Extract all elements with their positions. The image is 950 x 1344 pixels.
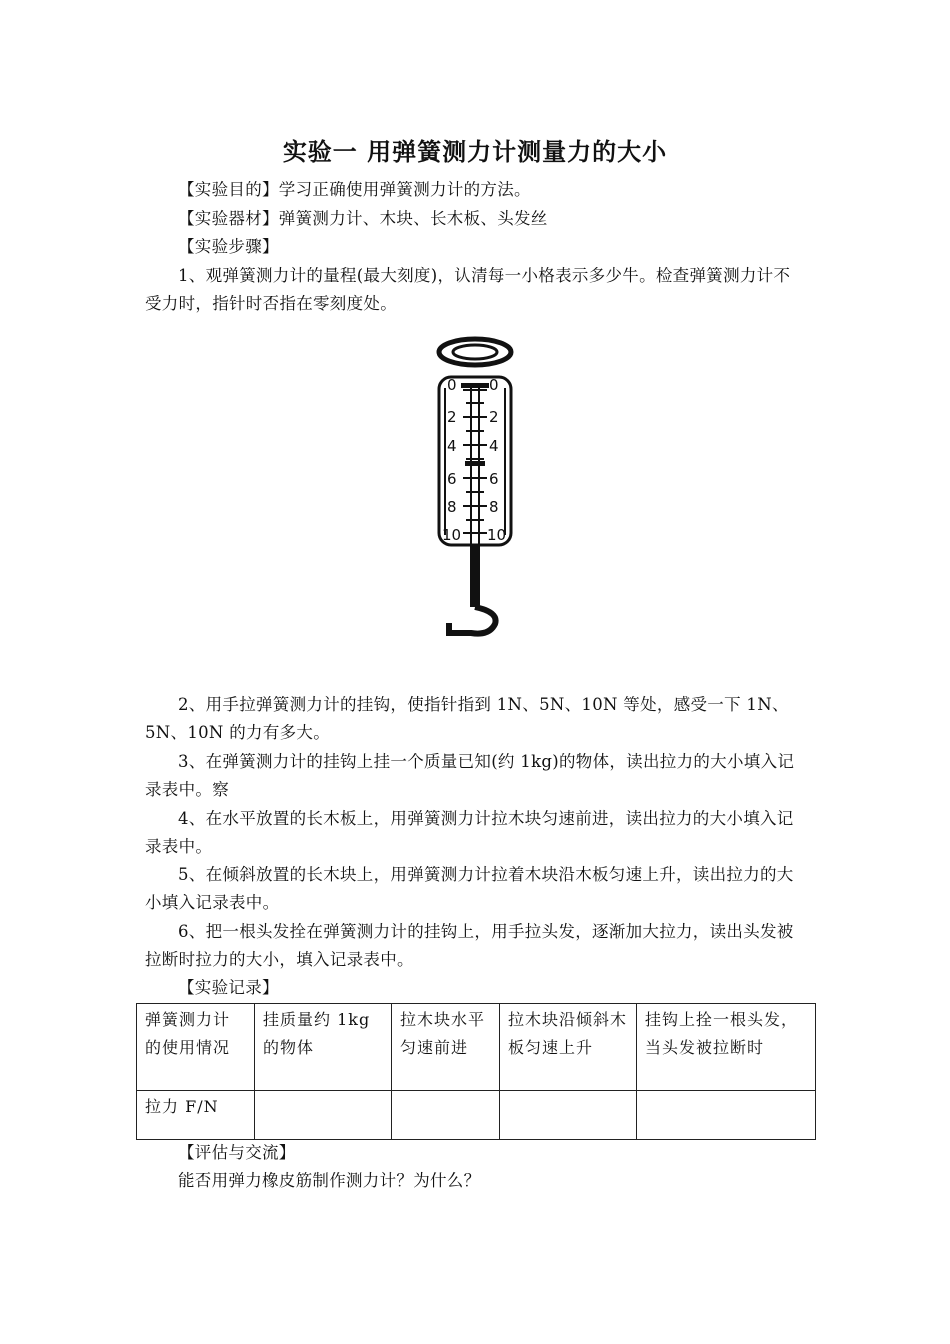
spring-scale-figure	[425, 330, 525, 645]
step-3: 3、在弹簧测力计的挂钩上挂一个质量已知(约 1kg)的物体，读出拉力的大小填入记录表中。察	[145, 752, 795, 799]
scale-label-left-6: 6	[447, 470, 457, 488]
scale-label-right-8: 8	[489, 498, 499, 516]
table-header-cell: 拉木块沿倾斜木板匀速上升	[500, 1004, 637, 1091]
table-cell	[392, 1091, 500, 1140]
table-row	[137, 1091, 816, 1140]
table-cell	[637, 1091, 816, 1140]
scale-hook-shaft	[470, 545, 480, 607]
scale-label-right-10: 10	[487, 526, 507, 544]
table-header-cell: 挂钩上拴一根头发，当头发被拉断时	[637, 1004, 816, 1091]
step-5: 5、在倾斜放置的长木块上，用弹簧测力计拉着木块沿木板匀速上升，读出拉力的大小填入记录表中。	[145, 865, 794, 912]
record-heading: 【实验记录】	[178, 978, 279, 997]
step-1: 1、观弹簧测力计的量程(最大刻度)，认清每一小格表示多少牛。检查弹簧测力计不受力时，指针时否指在零刻度处。	[145, 266, 791, 313]
scale-label-right-4: 4	[489, 437, 499, 455]
table-header-cell: 弹簧测力计的使用情况	[137, 1004, 255, 1091]
scale-ring	[439, 339, 511, 365]
table-header-cell: 拉木块水平匀速前进	[392, 1004, 500, 1091]
scale-label-left-0: 0	[447, 376, 457, 394]
scale-pointer	[461, 383, 489, 388]
table-cell	[255, 1091, 392, 1140]
steps-heading: 【实验步骤】	[178, 237, 279, 256]
materials-line: 【实验器材】弹簧测力计、木块、长木板、头发丝	[178, 209, 548, 228]
table-header-row	[137, 1004, 816, 1091]
scale-label-left-10: 10	[442, 526, 462, 544]
scale-label-left-4: 4	[447, 437, 457, 455]
scale-hook	[449, 607, 496, 634]
scale-label-right-6: 6	[489, 470, 499, 488]
eval-question: 能否用弹力橡皮筋制作测力计？为什么？	[178, 1171, 481, 1190]
table-cell	[500, 1091, 637, 1140]
eval-heading: 【评估与交流】	[178, 1143, 296, 1162]
page-title: 实验一 用弹簧测力计测量力的大小	[282, 137, 668, 166]
table-header-cell: 挂质量约 1kg 的物体	[255, 1004, 392, 1091]
step-4: 4、在水平放置的长木板上，用弹簧测力计拉木块匀速前进，读出拉力的大小填入记录表中。	[145, 809, 794, 856]
scale-label-right-2: 2	[489, 408, 499, 426]
scale-label-left-2: 2	[447, 408, 457, 426]
step-2: 2、用手拉弹簧测力计的挂钩，使指针指到 1N、5N、10N 等处，感受一下 1N、5N、10N 的力有多大。	[145, 695, 789, 742]
scale-label-left-8: 8	[447, 498, 457, 516]
record-table	[136, 1003, 816, 1140]
table-row-label: 拉力 F/N	[137, 1091, 255, 1140]
step-6: 6、把一根头发拴在弹簧测力计的挂钩上，用手拉头发，逐渐加大拉力，读出头发被拉断时拉力的大小，填入记录表中。	[145, 922, 794, 969]
scale-label-right-0: 0	[489, 376, 499, 394]
purpose-line: 【实验目的】学习正确使用弹簧测力计的方法。	[178, 180, 531, 199]
